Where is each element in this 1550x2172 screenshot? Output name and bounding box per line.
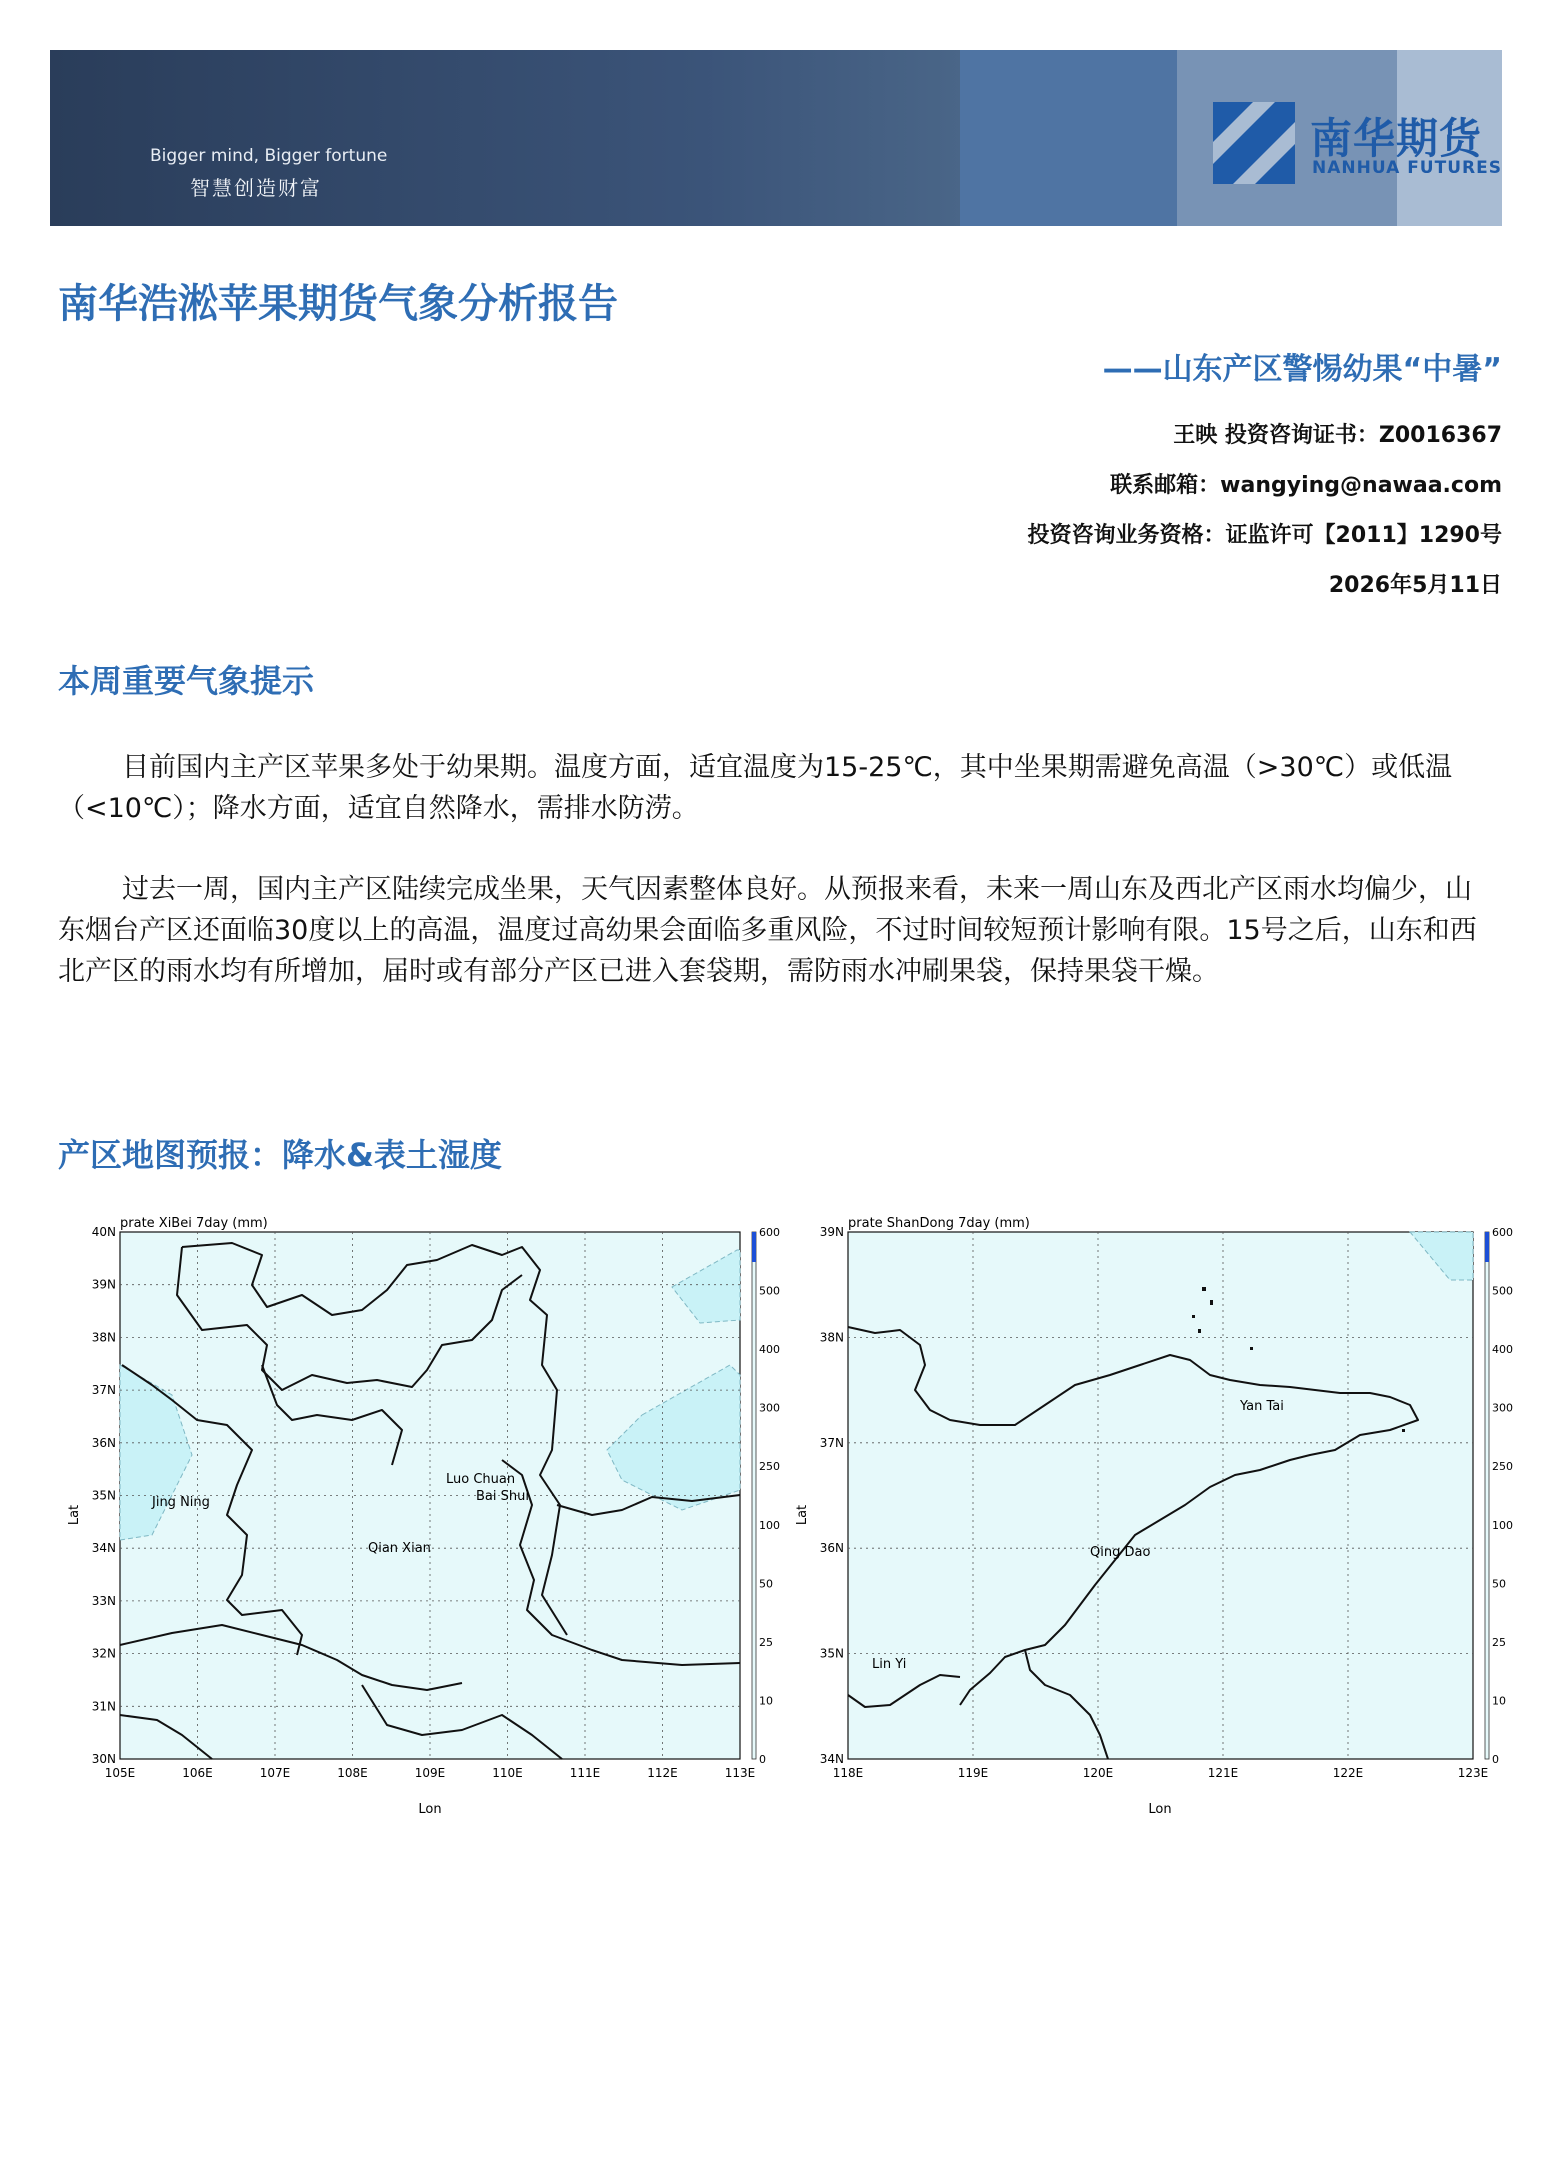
- license-line: 投资咨询业务资格：证监许可【2011】1290号: [1027, 523, 1502, 548]
- xibei-colorbar-tick: 100: [759, 1518, 780, 1532]
- shandong-colorbar-tick: 100: [1492, 1518, 1513, 1532]
- shandong-x-tick: 121E: [1207, 1766, 1239, 1780]
- shandong-colorbar-tick: 300: [1492, 1401, 1513, 1415]
- shandong-x-tick: 119E: [957, 1766, 989, 1780]
- paragraph-1: 目前国内主产区苹果多处于幼果期。温度方面，适宜温度为15-25℃，其中坐果期需避免高温（>30℃）或低温（<10℃）；降水方面，适宜自然降水，需排水防涝。: [58, 752, 1453, 824]
- shandong-colorbar-tick: 10: [1492, 1694, 1506, 1708]
- shandong-colorbar-tick: 500: [1492, 1284, 1513, 1298]
- xibei-y-tick: 40N: [91, 1225, 116, 1239]
- xibei-y-tick: 39N: [91, 1277, 116, 1292]
- shandong-y-axis-label: Lat: [795, 1504, 810, 1526]
- xibei-y-axis-label: Lat: [67, 1504, 82, 1526]
- xibei-colorbar-tick: 0: [759, 1753, 766, 1766]
- header-banner: [50, 50, 1502, 226]
- shandong-y-tick-labels: [820, 1225, 844, 1766]
- xibei-map-title: prate XiBei 7day (mm): [120, 1216, 268, 1231]
- nanhua-logo-icon: [1213, 102, 1295, 184]
- city-label-qing-dao: Qing Dao: [1090, 1545, 1151, 1560]
- shandong-y-tick: 35N: [819, 1646, 844, 1661]
- report-subtitle: ——山东产区警惕幼果“中暑”: [1102, 352, 1502, 387]
- city-label-luo-chuan: Luo Chuan: [446, 1472, 516, 1487]
- report-date: 2026年5月11日: [1328, 573, 1502, 598]
- shandong-y-tick: 37N: [819, 1435, 844, 1450]
- xibei-x-tick: 106E: [182, 1766, 213, 1780]
- shandong-plot-area: [848, 1232, 1473, 1759]
- shandong-colorbar-tick: 25: [1492, 1635, 1506, 1649]
- city-label-jing-ning: Jing Ning: [152, 1495, 210, 1510]
- xibei-colorbar-tick: 25: [759, 1635, 773, 1649]
- xibei-x-tick: 110E: [492, 1766, 523, 1780]
- xibei-x-tick: 113E: [724, 1766, 756, 1780]
- xibei-colorbar-tick: 250: [759, 1460, 780, 1474]
- xibei-colorbar-tick: 300: [759, 1401, 780, 1415]
- xibei-y-tick: 31N: [91, 1699, 116, 1714]
- shandong-x-tick: 122E: [1332, 1766, 1364, 1780]
- xibei-x-tick: 112E: [647, 1766, 678, 1780]
- shandong-y-tick: 38N: [819, 1330, 844, 1345]
- city-label-qian-xian: Qian Xian: [368, 1541, 431, 1556]
- xibei-precip-map: [62, 1215, 780, 1817]
- xibei-x-tick: 109E: [414, 1766, 446, 1780]
- shandong-x-tick-labels: [833, 1766, 1489, 1780]
- shandong-y-tick: 36N: [819, 1541, 844, 1556]
- shandong-colorbar-labels: [1492, 1226, 1513, 1766]
- email-line: 联系邮箱：wangying@nawaa.com: [1110, 473, 1502, 498]
- xibei-x-tick: 108E: [337, 1766, 368, 1780]
- city-label-yan-tai: Yan Tai: [1240, 1399, 1284, 1414]
- section-title-weekly: 本周重要气象提示: [58, 662, 315, 700]
- xibei-colorbar-tick: 10: [759, 1694, 773, 1708]
- xibei-y-tick: 36N: [91, 1435, 116, 1450]
- xibei-y-tick: 32N: [91, 1646, 116, 1661]
- shandong-colorbar: [1485, 1232, 1489, 1759]
- shandong-colorbar-tick: 250: [1492, 1460, 1513, 1474]
- xibei-x-tick-labels: [105, 1766, 756, 1780]
- city-label-lin-yi: Lin Yi: [872, 1657, 907, 1672]
- xibei-x-tick: 111E: [569, 1766, 601, 1780]
- slogan-chinese: 智慧创造财富: [190, 176, 322, 200]
- xibei-colorbar: [752, 1232, 756, 1759]
- xibei-y-tick: 30N: [91, 1752, 116, 1766]
- city-label-bai-shui: Bai Shui: [476, 1489, 529, 1504]
- shandong-map-title: prate ShanDong 7day (mm): [848, 1216, 1030, 1231]
- xibei-x-axis-label: Lon: [418, 1802, 442, 1817]
- xibei-colorbar-tick: 50: [759, 1577, 773, 1591]
- slogan-english: Bigger mind, Bigger fortune: [150, 146, 388, 166]
- xibei-colorbar-tick: 600: [759, 1226, 780, 1239]
- report-title: 南华浩淞苹果期货气象分析报告: [58, 281, 618, 327]
- xibei-colorbar-tick: 400: [759, 1343, 780, 1357]
- xibei-y-tick: 34N: [91, 1541, 116, 1556]
- xibei-y-tick: 37N: [91, 1383, 116, 1398]
- xibei-y-tick: 35N: [91, 1488, 116, 1503]
- shandong-colorbar-tick: 400: [1492, 1343, 1513, 1357]
- xibei-x-tick: 107E: [259, 1766, 291, 1780]
- xibei-y-tick: 33N: [91, 1593, 116, 1608]
- shandong-y-tick: 34N: [819, 1752, 844, 1766]
- shandong-colorbar-tick: 600: [1492, 1226, 1513, 1239]
- shandong-x-tick: 118E: [832, 1766, 864, 1780]
- xibei-colorbar-tick: 500: [759, 1284, 780, 1298]
- xibei-x-tick: 105E: [104, 1766, 136, 1780]
- banner-band: [960, 50, 1177, 226]
- shandong-colorbar-tick: 0: [1492, 1753, 1499, 1766]
- logo-text-english: NANHUA FUTURES: [1312, 158, 1502, 178]
- logo-text-chinese: 南华期货: [1310, 114, 1483, 163]
- xibei-colorbar-labels: [759, 1226, 780, 1766]
- section-title-map: 产区地图预报：降水&表土湿度: [58, 1136, 502, 1174]
- author-line: 王映 投资咨询证书：Z0016367: [1173, 423, 1502, 448]
- shandong-x-axis-label: Lon: [1148, 1802, 1172, 1817]
- shandong-x-tick: 120E: [1082, 1766, 1114, 1780]
- xibei-y-tick: 38N: [91, 1330, 116, 1345]
- shandong-precip-map: [790, 1215, 1513, 1817]
- shandong-y-tick: 39N: [819, 1225, 844, 1239]
- xibei-y-tick-labels: [92, 1225, 116, 1766]
- shandong-colorbar-tick: 50: [1492, 1577, 1506, 1591]
- paragraph-2: 过去一周，国内主产区陆续完成坐果，天气因素整体良好。从预报来看，未来一周山东及西北产区雨水均偏少，山东烟台产区还面临30度以上的高温，温度过高幼果会面临多重风险，不过时间较短预计影响有限。15号之后，山东和西北产区的雨水均有所增加，届时或有部分产区已进入套袋期，需防雨水冲刷果袋，保持果袋干燥。: [58, 874, 1477, 987]
- shandong-x-tick: 123E: [1457, 1766, 1489, 1780]
